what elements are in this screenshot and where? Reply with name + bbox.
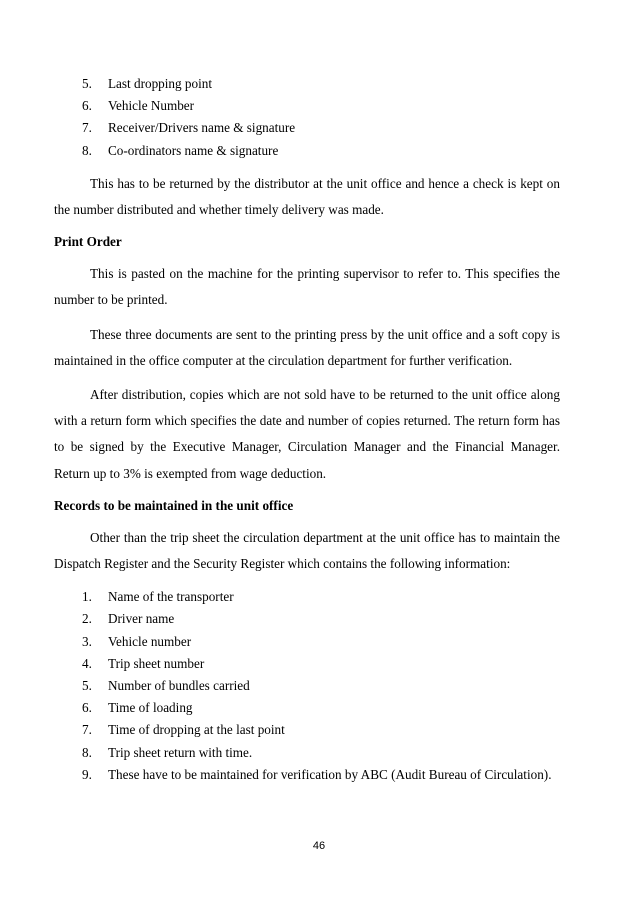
list-item-text: These have to be maintained for verification by ABC (Audit Bureau of Circulation). — [108, 766, 552, 782]
list-item-text: Vehicle Number — [108, 98, 195, 114]
list-item-text: Trip sheet number — [108, 655, 205, 671]
list-item-text: Time of loading — [108, 700, 193, 716]
list-item-number: 2. — [82, 611, 92, 627]
paragraph-distribution: After distribution, copies which are not sold have to be returned to the unit office along with a return form which specifies the date and number of copies returned. The return form has to be signed by the Executive Manager, Circulation Manager and the Financial Manager. Return up to 3% is exempted from wage deduction. — [54, 386, 560, 481]
list-item-text: Driver name — [108, 611, 175, 627]
list-item-number: 9. — [82, 766, 92, 782]
paragraph-return: This has to be returned by the distributor at the unit office and hence a check is kept on the number distributed and whether timely delivery was made. — [54, 175, 560, 217]
list-item-number: 8. — [82, 142, 92, 158]
list-item — [82, 697, 560, 719]
list-item-number: 6. — [82, 98, 92, 114]
list-item-number: 7. — [82, 120, 92, 136]
list-item-number: 5. — [82, 76, 92, 91]
page-number: 46 — [312, 840, 326, 852]
list-item-number: 3. — [82, 633, 92, 649]
list-item-text: Number of bundles carried — [108, 677, 250, 693]
paragraph-print-order: This is pasted on the machine for the printing supervisor to refer to. This specifies the number to be printed. — [54, 266, 560, 308]
list-item-number: 4. — [82, 655, 92, 671]
list-item — [82, 653, 560, 675]
list-item — [82, 742, 560, 764]
numbered-list-records — [54, 586, 560, 786]
list-item-number: 1. — [82, 589, 92, 605]
heading-print-order: Print Order — [54, 234, 122, 250]
list-item — [82, 764, 560, 786]
list-item-text: Last dropping point — [108, 76, 213, 91]
paragraph-records: Other than the trip sheet the circulation department at the unit office has to maintain the Dispatch Register and the Security Register which contains the following information: — [54, 529, 560, 571]
list-item — [82, 140, 560, 162]
list-item-text: Name of the transporter — [108, 589, 234, 605]
heading-records: Records to be maintained in the unit office — [54, 497, 294, 513]
list-item-text: Time of dropping at the last point — [108, 722, 285, 738]
paragraph-documents: These three documents are sent to the printing press by the unit office and a soft copy is maintained in the office computer at the circulation department for further verification. — [54, 326, 560, 368]
list-item — [82, 631, 560, 653]
numbered-list-top — [54, 73, 560, 162]
list-item-number: 7. — [82, 722, 92, 738]
list-item — [82, 586, 560, 608]
list-item-text: Receiver/Drivers name & signature — [108, 120, 296, 136]
list-item-text: Trip sheet return with time. — [108, 744, 253, 760]
list-item — [82, 95, 560, 117]
list-item-text: Vehicle number — [108, 633, 192, 649]
list-item-number: 8. — [82, 744, 92, 760]
list-item — [82, 675, 560, 697]
list-item-number: 5. — [82, 677, 92, 693]
list-item-number: 6. — [82, 700, 92, 716]
list-item — [82, 719, 560, 741]
list-item — [82, 608, 560, 630]
list-item — [82, 117, 560, 139]
list-item — [82, 73, 560, 95]
list-item-text: Co-ordinators name & signature — [108, 142, 279, 158]
page-content — [54, 73, 560, 786]
